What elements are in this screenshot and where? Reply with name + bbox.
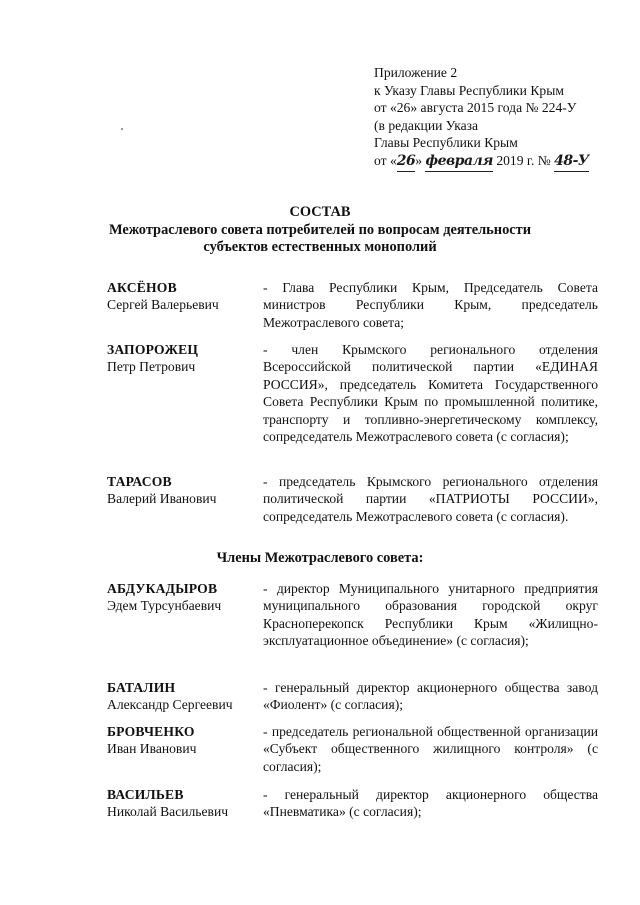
member-surname: ЗАПОРОЖЕЦ xyxy=(107,342,199,357)
date-prefix: от « xyxy=(374,152,397,168)
member-surname: ВАСИЛЬЕВ xyxy=(107,787,184,802)
header-line: (в редакции Указа xyxy=(374,117,479,133)
handwritten-month: февраля xyxy=(425,153,492,172)
member-role: - генеральный директор акционерного общества «Пневматика» (с согласия); xyxy=(263,787,598,820)
member-name xyxy=(107,473,257,508)
header-line: Приложение 2 xyxy=(374,65,458,80)
header-line: к Указу Главы Республики Крым xyxy=(374,82,564,98)
member-given-name: Петр Петрович xyxy=(107,359,196,375)
member-role: - председатель региональной общественной организации «Субъект общественного жилищного контроля» (с согласия); xyxy=(263,724,598,774)
appendix-header xyxy=(374,64,589,172)
member-given-name: Валерий Иванович xyxy=(107,491,217,507)
member-surname: БАТАЛИН xyxy=(107,680,176,695)
member-surname: ТАРАСОВ xyxy=(107,474,172,489)
member-role: - Глава Республики Крым, Председатель Совета министров Республики Крым, председатель Межотраслевого совета; xyxy=(263,280,598,330)
handwritten-number: 48-У xyxy=(554,153,589,172)
members-heading: Члены Межотраслевого совета: xyxy=(216,550,424,566)
member-given-name: Николай Васильевич xyxy=(107,804,229,820)
scan-speck xyxy=(121,128,123,130)
document-subtitle-line: субъектов естественных монополий xyxy=(203,239,437,255)
member-given-name: Сергей Валерьевич xyxy=(107,297,219,313)
document-title: СОСТАВ xyxy=(289,204,351,220)
member-name xyxy=(107,341,257,376)
date-year: 2019 г. № xyxy=(492,152,555,168)
handwritten-day: 26 xyxy=(397,153,415,172)
document-subtitle-line: Межотраслевого совета потребителей по вопросам деятельности xyxy=(108,222,532,238)
member-given-name: Эдем Турсунбаевич xyxy=(107,598,222,614)
member-role: - генеральный директор акционерного общества завод «Фиолент» (с согласия); xyxy=(263,680,598,713)
member-name xyxy=(107,279,257,314)
member-role: - член Крымского регионального отделения Всероссийской политической партии «ЕДИНАЯ РОССИЯ», председатель Комитета Государственного Совета Республики Крым по промышленной политике, транспорту и топливно-энергетическому комплексу, сопредседатель Межотраслевого совета (с согласия); xyxy=(263,342,598,445)
member-role: - председатель Крымского регионального отделения политической партии «ПАТРИОТЫ РОССИИ», сопредседатель Межотраслевого совета (с согласия). xyxy=(263,474,598,524)
member-name xyxy=(107,786,257,821)
member-name xyxy=(107,679,257,714)
member-given-name: Иван Иванович xyxy=(107,741,197,757)
header-line: Главы Республики Крым xyxy=(374,135,518,151)
header-date-line xyxy=(374,152,589,172)
member-surname: АКСЁНОВ xyxy=(107,280,177,295)
member-surname: АБДУКАДЫРОВ xyxy=(107,581,218,596)
member-name xyxy=(107,580,257,615)
member-role: - директор Муниципального унитарного предприятия муниципального образования городской округ Красноперекопск Республики Крым «Жилищно-эксплуатационное объединение» (с согласия); xyxy=(263,581,598,649)
member-surname: БРОВЧЕНКО xyxy=(107,724,195,739)
header-line: от «26» августа 2015 года № 224-У xyxy=(374,100,577,116)
member-given-name: Александр Сергеевич xyxy=(107,697,233,713)
date-mid: » xyxy=(415,152,426,168)
member-name xyxy=(107,723,257,758)
